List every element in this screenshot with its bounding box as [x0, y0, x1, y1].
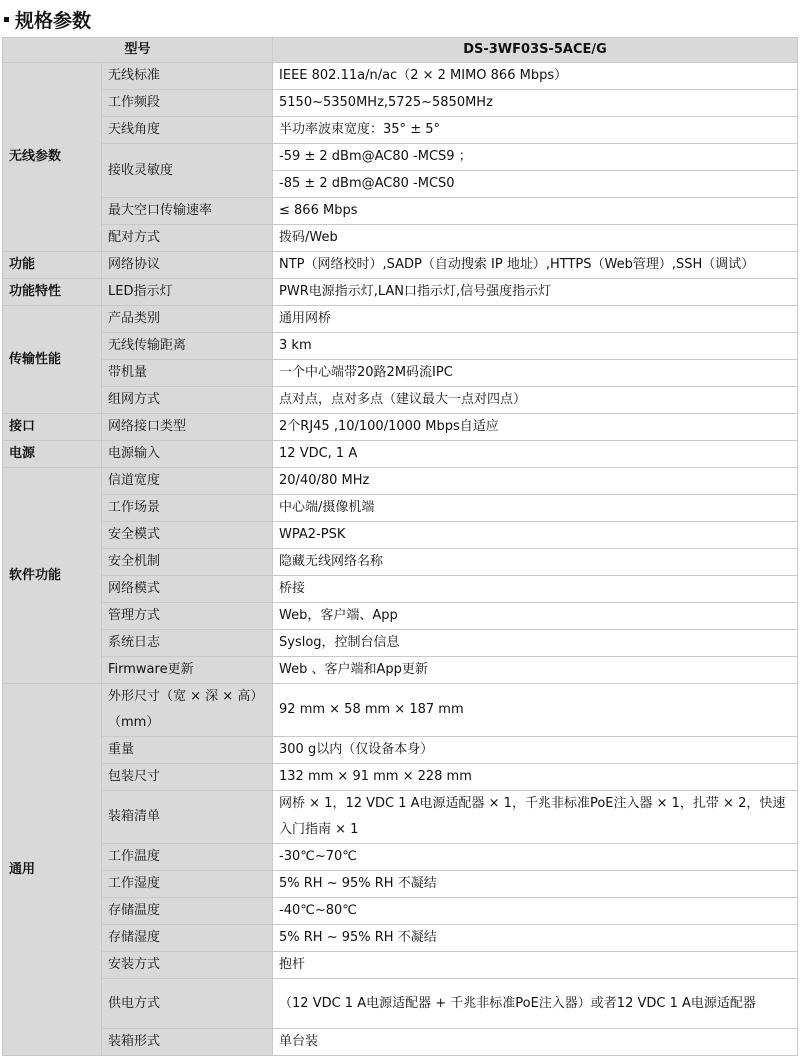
table-row — [3, 63, 798, 90]
row-value: 2个RJ45 ,10/100/1000 Mbps自适应 — [273, 414, 798, 441]
table-row — [3, 871, 798, 898]
row-value: -30℃~70℃ — [273, 844, 798, 871]
row-value: NTP（网络校时）,SADP（自动搜索 IP 地址）,HTTPS（Web管理）,SSH（调试） — [273, 252, 798, 279]
page-title — [2, 6, 91, 32]
table-row — [3, 144, 798, 171]
row-value: 5150~5350MHz,5725~5850MHz — [273, 90, 798, 117]
row-value: -40℃~80℃ — [273, 898, 798, 925]
table-row — [3, 791, 798, 844]
row-value: 中心端/摄像机端 — [273, 495, 798, 522]
row-value: WPA2-PSK — [273, 522, 798, 549]
table-row — [3, 360, 798, 387]
row-value: 92 mm × 58 mm × 187 mm — [273, 684, 798, 737]
row-label: 配对方式 — [102, 225, 273, 252]
row-value: 3 km — [273, 333, 798, 360]
table-row — [3, 522, 798, 549]
spec-table — [2, 37, 798, 1056]
category-software: 软件功能 — [3, 468, 102, 684]
row-label: 工作湿度 — [102, 871, 273, 898]
table-row — [3, 333, 798, 360]
header-model-value: DS-3WF03S-5ACE/G — [273, 38, 798, 63]
table-row — [3, 657, 798, 684]
table-row — [3, 198, 798, 225]
row-value: Web，客户端、App — [273, 603, 798, 630]
row-label: 存储温度 — [102, 898, 273, 925]
row-value: Syslog，控制台信息 — [273, 630, 798, 657]
row-value: 桥接 — [273, 576, 798, 603]
row-value: （12 VDC 1 A电源适配器 + 千兆非标准PoE注入器）或者12 VDC 1 A电源适配器 — [273, 979, 798, 1029]
row-label: 存储湿度 — [102, 925, 273, 952]
row-label: 接收灵敏度 — [102, 144, 273, 198]
row-label: 系统日志 — [102, 630, 273, 657]
row-value: 300 g以内（仅设备本身） — [273, 737, 798, 764]
row-label: 装箱清单 — [102, 791, 273, 844]
table-row — [3, 117, 798, 144]
row-label: 网络模式 — [102, 576, 273, 603]
category-function: 功能 — [3, 252, 102, 279]
row-label: 重量 — [102, 737, 273, 764]
table-row — [3, 737, 798, 764]
row-label: 产品类别 — [102, 306, 273, 333]
row-value: 132 mm × 91 mm × 228 mm — [273, 764, 798, 791]
category-wireless: 无线参数 — [3, 63, 102, 252]
row-value: 12 VDC, 1 A — [273, 441, 798, 468]
row-value: ≤ 866 Mbps — [273, 198, 798, 225]
table-row — [3, 252, 798, 279]
row-label: 工作频段 — [102, 90, 273, 117]
table-row — [3, 844, 798, 871]
row-value: 单台装 — [273, 1029, 798, 1056]
row-label: Firmware更新 — [102, 657, 273, 684]
row-label: 最大空口传输速率 — [102, 198, 273, 225]
row-value: Web 、客户端和App更新 — [273, 657, 798, 684]
row-label: 安全机制 — [102, 549, 273, 576]
row-value: 点对点，点对多点（建议最大一点对四点） — [273, 387, 798, 414]
row-label: 组网方式 — [102, 387, 273, 414]
row-label: 工作温度 — [102, 844, 273, 871]
row-label: 无线传输距离 — [102, 333, 273, 360]
row-label: 网络协议 — [102, 252, 273, 279]
table-row — [3, 90, 798, 117]
table-row — [3, 979, 798, 1029]
page-title-text: 规格参数 — [15, 9, 92, 32]
category-feature: 功能特性 — [3, 279, 102, 306]
row-label: 电源输入 — [102, 441, 273, 468]
row-value: IEEE 802.11a/n/ac（2 × 2 MIMO 866 Mbps） — [273, 63, 798, 90]
row-label: 天线角度 — [102, 117, 273, 144]
table-row — [3, 1029, 798, 1056]
row-value: PWR电源指示灯,LAN口指示灯,信号强度指示灯 — [273, 279, 798, 306]
row-label: 管理方式 — [102, 603, 273, 630]
table-row — [3, 764, 798, 791]
row-value: 半功率波束宽度：35° ± 5° — [273, 117, 798, 144]
table-row — [3, 630, 798, 657]
row-value: 5% RH ~ 95% RH 不凝结 — [273, 925, 798, 952]
table-row — [3, 603, 798, 630]
row-label: 安全模式 — [102, 522, 273, 549]
table-row — [3, 468, 798, 495]
row-label: 无线标准 — [102, 63, 273, 90]
category-general: 通用 — [3, 684, 102, 1056]
table-row — [3, 225, 798, 252]
table-row — [3, 925, 798, 952]
row-value-2: -85 ± 2 dBm@AC80 -MCS0 — [273, 171, 798, 198]
row-value: 拨码/Web — [273, 225, 798, 252]
row-label: 外形尺寸（宽 × 深 × 高）（mm） — [102, 684, 273, 737]
row-value: -59 ± 2 dBm@AC80 -MCS9 ； — [273, 144, 798, 171]
table-row — [3, 414, 798, 441]
table-row — [3, 898, 798, 925]
row-label: 安装方式 — [102, 952, 273, 979]
table-row — [3, 306, 798, 333]
table-row — [3, 549, 798, 576]
row-value: 抱杆 — [273, 952, 798, 979]
table-row — [3, 495, 798, 522]
category-power: 电源 — [3, 441, 102, 468]
category-transmission: 传输性能 — [3, 306, 102, 414]
row-label: 包装尺寸 — [102, 764, 273, 791]
table-row — [3, 952, 798, 979]
row-value: 5% RH ~ 95% RH 不凝结 — [273, 871, 798, 898]
table-row — [3, 576, 798, 603]
row-label: 装箱形式 — [102, 1029, 273, 1056]
table-row — [3, 441, 798, 468]
table-row — [3, 684, 798, 737]
table-header-row — [3, 38, 798, 63]
row-value: 隐藏无线网络名称 — [273, 549, 798, 576]
category-interface: 接口 — [3, 414, 102, 441]
row-label: 工作场景 — [102, 495, 273, 522]
row-label: 网络接口类型 — [102, 414, 273, 441]
table-row — [3, 387, 798, 414]
table-row — [3, 279, 798, 306]
row-value: 一个中心端带20路2M码流IPC — [273, 360, 798, 387]
row-value: 20/40/80 MHz — [273, 468, 798, 495]
bullet-icon — [4, 17, 9, 22]
header-model-label: 型号 — [3, 38, 273, 63]
row-label: 带机量 — [102, 360, 273, 387]
row-value: 通用网桥 — [273, 306, 798, 333]
row-label: 信道宽度 — [102, 468, 273, 495]
row-value: 网桥 × 1，12 VDC 1 A电源适配器 × 1，千兆非标准PoE注入器 × 1，扎带 × 2，快速入门指南 × 1 — [273, 791, 798, 844]
row-label: 供电方式 — [102, 979, 273, 1029]
row-label: LED指示灯 — [102, 279, 273, 306]
